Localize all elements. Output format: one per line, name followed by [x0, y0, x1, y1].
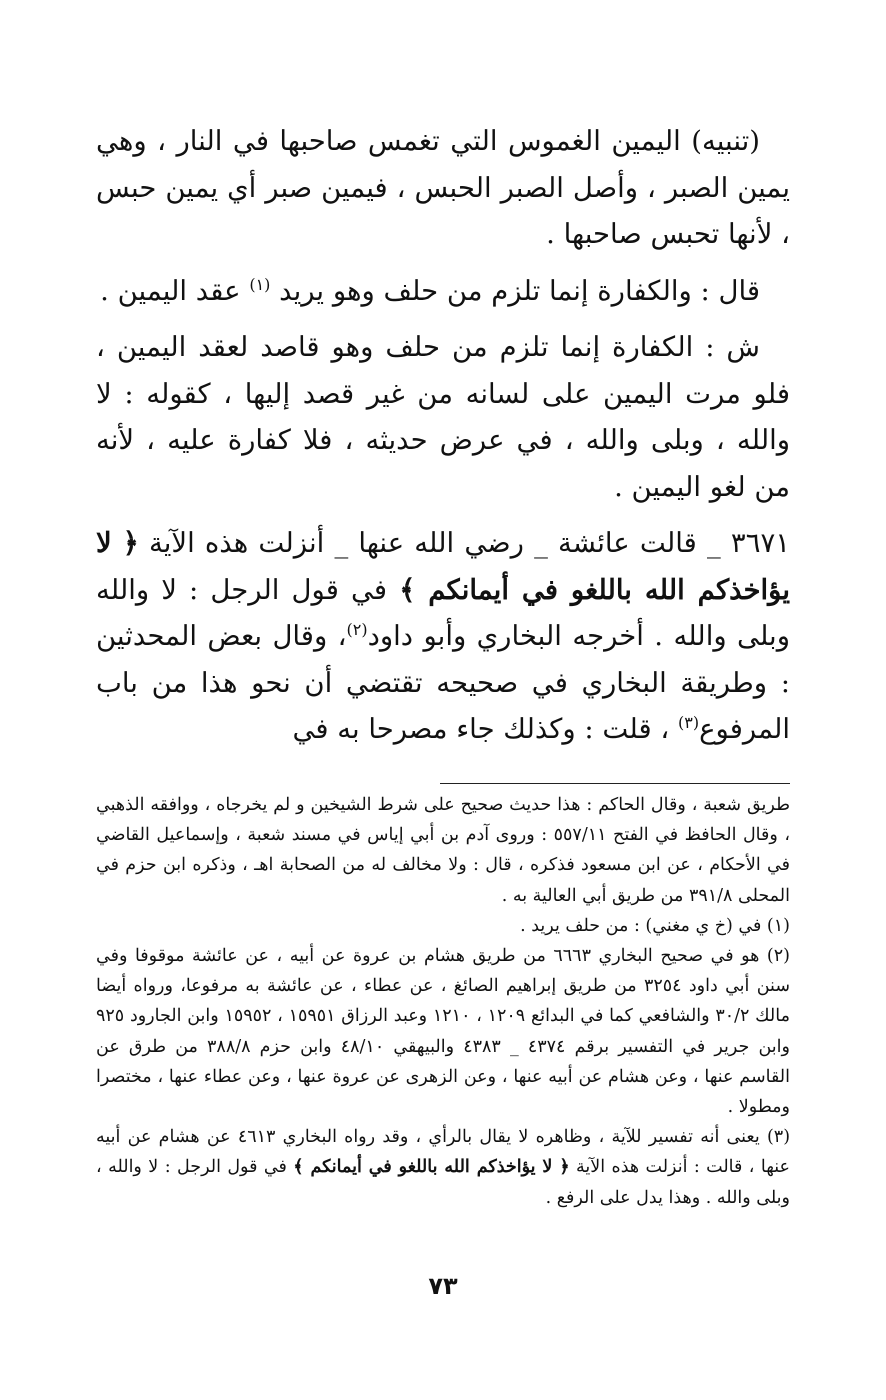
footnote-continuation: طريق شعبة ، وقال الحاكم : هذا حديث صحيح على شرط الشيخين و لم يخرجاه ، ووافقه الذهبي ، وقال الحافظ في الفتح ٥٥٧/١١ : وروى آدم بن أبي إياس في مسند شعبة ، وإسماعيل القاضي في الأحكام ، عن ابن مسعود فذكره ، قال : ولا مخالف له من الصحابة اهـ ، وذكره ابن حزم في المحلى ٣٩١/٨ من طريق أبي العالية به . — [96, 795, 790, 906]
footnote-3 — [96, 1122, 790, 1213]
main-text — [96, 118, 790, 763]
footnote-3-text-2: في قول الرجل : لا والله ، وبلى والله . وهذا يدل على الرفع . — [96, 1157, 790, 1208]
footnote-ref-2: (٢) — [346, 619, 368, 639]
footnote-1: (١) في (خ ي مغني) : من حلف يريد . — [520, 915, 790, 936]
tanbih-text: (تنبيه) اليمين الغموس التي تغمس صاحبها في النار ، وهي يمين الصبر ، وأصل الصبر الحبس ، فيمين صبر أي يمين حبس ، لأنها تحبس صاحبها . — [96, 125, 790, 250]
tanbih-paragraph — [96, 118, 790, 258]
footnote-ref-1: (١) — [249, 274, 271, 294]
quran-verse: ﴿ لا يؤاخذكم الله باللغو في أيمانكم ﴾ — [96, 527, 790, 606]
sharh-paragraph — [96, 324, 790, 510]
hadith-number: ٣٦٧١ _ — [706, 527, 791, 559]
footnote-3-text-1: (٣) يعنى أنه تفسير للآية ، وظاهره لا يقال بالرأي ، وقد رواه البخاري ٤٦١٣ عن هشام عن أبيه عنها ، قالت : أنزلت هذه الآية — [96, 1127, 791, 1178]
matn-paragraph — [96, 268, 790, 315]
footnote-ref-3: (٣) — [678, 712, 700, 732]
matn-text-end: عقد اليمين . — [100, 274, 241, 307]
hadith-text-4: ، قلت : وكذلك جاء مصرحا به في — [292, 713, 670, 745]
footnote-2: (٢) هو في صحيح البخاري ٦٦٦٣ من طريق هشام بن عروة عن أبيه ، عن عائشة موقوفا وفي سنن أبي داود ٣٢٥٤ من طريق إبراهيم الصائغ ، عن عطاء ، عن عائشة به مرفوعا، ورواه أيضا مالك ٣٠/٢ والشافعي كما في البدائع ١٢٠٩ ، ١٢١٠ وعبد الرزاق ١٥٩٥١ ، ١٥٩٥٢ وابن الجارود ٩٢٥ وابن جرير في التفسير برقم ٤٣٧٤ _ ٤٣٨٣ والبيهقي ٤٨/١٠ وابن حزم ٣٨٨/٨ من طرق عن القاسم عنها ، وعن هشام عن أبيه عنها ، وعن الزهرى عن عروة عنها ، وعن عطاء عنها ، مختصرا ومطولا . — [96, 946, 790, 1118]
sharh-text: ش : الكفارة إنما تلزم من حلف وهو قاصد لعقد اليمين ، فلو مرت اليمين على لسانه من غير قصد إليها ، كقوله : لا والله ، وبلى والله ، في عرض حديثه ، فلا كفارة عليه ، لأنه من لغو اليمين . — [96, 331, 790, 503]
page-number: ٧٣ — [428, 1272, 458, 1300]
hadith-text-3: ، وقال بعض المحدثين : وطريقة البخاري في صحيحه تقتضي أن نحو هذا من باب المرفوع — [96, 620, 790, 745]
footnote-3-verse: ﴿ لا يؤاخذكم الله باللغو في أيمانكم ﴾ — [293, 1157, 570, 1178]
footnote-separator — [440, 783, 790, 784]
matn-text-start: قال : والكفارة إنما تلزم من حلف وهو يريد — [279, 274, 760, 307]
hadith-paragraph — [96, 520, 790, 753]
footnotes — [96, 790, 790, 1213]
hadith-text-1: قالت عائشة _ رضي الله عنها _ أنزلت هذه الآية — [149, 527, 697, 559]
hadith-text-2: في قول الرجل : لا والله وبلى والله . أخرجه البخاري وأبو داود — [96, 573, 790, 652]
